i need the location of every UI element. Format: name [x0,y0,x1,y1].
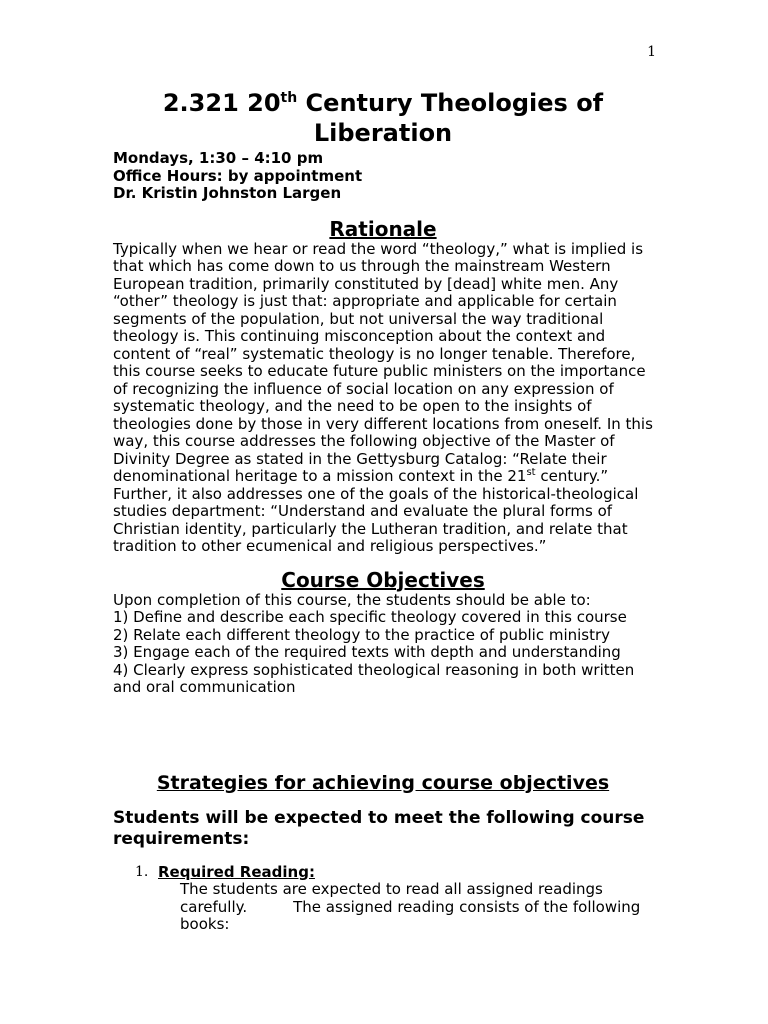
objectives-list [113,592,653,697]
objectives-heading: Course Objectives [281,567,485,592]
requirement-body-end: The assigned reading consists of the following books: [180,897,641,933]
course-title-number: 2.321 20 [162,89,281,117]
requirement-body-start: The students are expected to read all assigned readings carefully. [180,880,603,916]
requirement-title: Required Reading: [158,862,315,881]
rationale-paragraph [113,241,653,556]
instructor-name: Dr. Kristin Johnston Largen [113,184,342,202]
rationale-superscript: st [526,467,536,478]
objective-item: 2) Relate each different theology to the practice of public ministry [113,625,611,644]
course-meta [113,150,653,203]
course-title-text: Century Theologies of Liberation [297,89,604,147]
requirement-item [113,864,653,934]
rationale-text-start: Typically when we hear or read the word “theology,” what is implied is that which has come down to us through the mainstream Western European tradition, primarily constituted by [dead] white men. Any “other” theology is just that: appropriate and applicable for certain segments of the population, but not universal the way traditional theology is. This continuing misconception about the context and content of “real” systematic theology is no longer tenable. Therefore, this course seeks to educate future public ministers on the importance of recognizing the influence of social location on any expression of systematic theology, and the need to be open to the insights of theologies done by those in very different locations from oneself. In this way, this course addresses the following objective of the Master of Divinity Degree as stated in the Gettysburg Catalog: “Relate their denominational heritage to a mission context in the 21 [113,239,653,485]
requirements-intro: Students will be expected to meet the following course requirements: [113,807,645,849]
course-schedule: Mondays, 1:30 – 4:10 pm [113,149,324,167]
objective-item: 1) Define and describe each specific theology covered in this course [113,608,627,626]
rationale-text-end: century.” Further, it also addresses one of the goals of the historical-theological studies department: “Understand and evaluate the plural forms of Christian identity, particularly the Lutheran tradition, and relate that tradition to other ecumenical and religious perspectives.” [113,467,639,555]
requirement-number: 1. [135,863,149,880]
office-hours: Office Hours: by appointment [113,166,363,185]
course-title [113,88,653,148]
objective-item: 3) Engage each of the required texts with depth and understanding [113,643,621,661]
requirement-body [180,881,653,934]
course-title-superscript: th [280,90,298,106]
strategies-heading: Strategies for achieving course objectives [156,771,610,794]
page-number: 1 [647,44,656,60]
rationale-heading: Rationale [329,216,437,241]
objectives-intro: Upon completion of this course, the students should be able to: [113,590,591,609]
objective-item: 4) Clearly express sophisticated theological reasoning in both written and oral communication [113,660,635,696]
document-body [113,88,653,934]
